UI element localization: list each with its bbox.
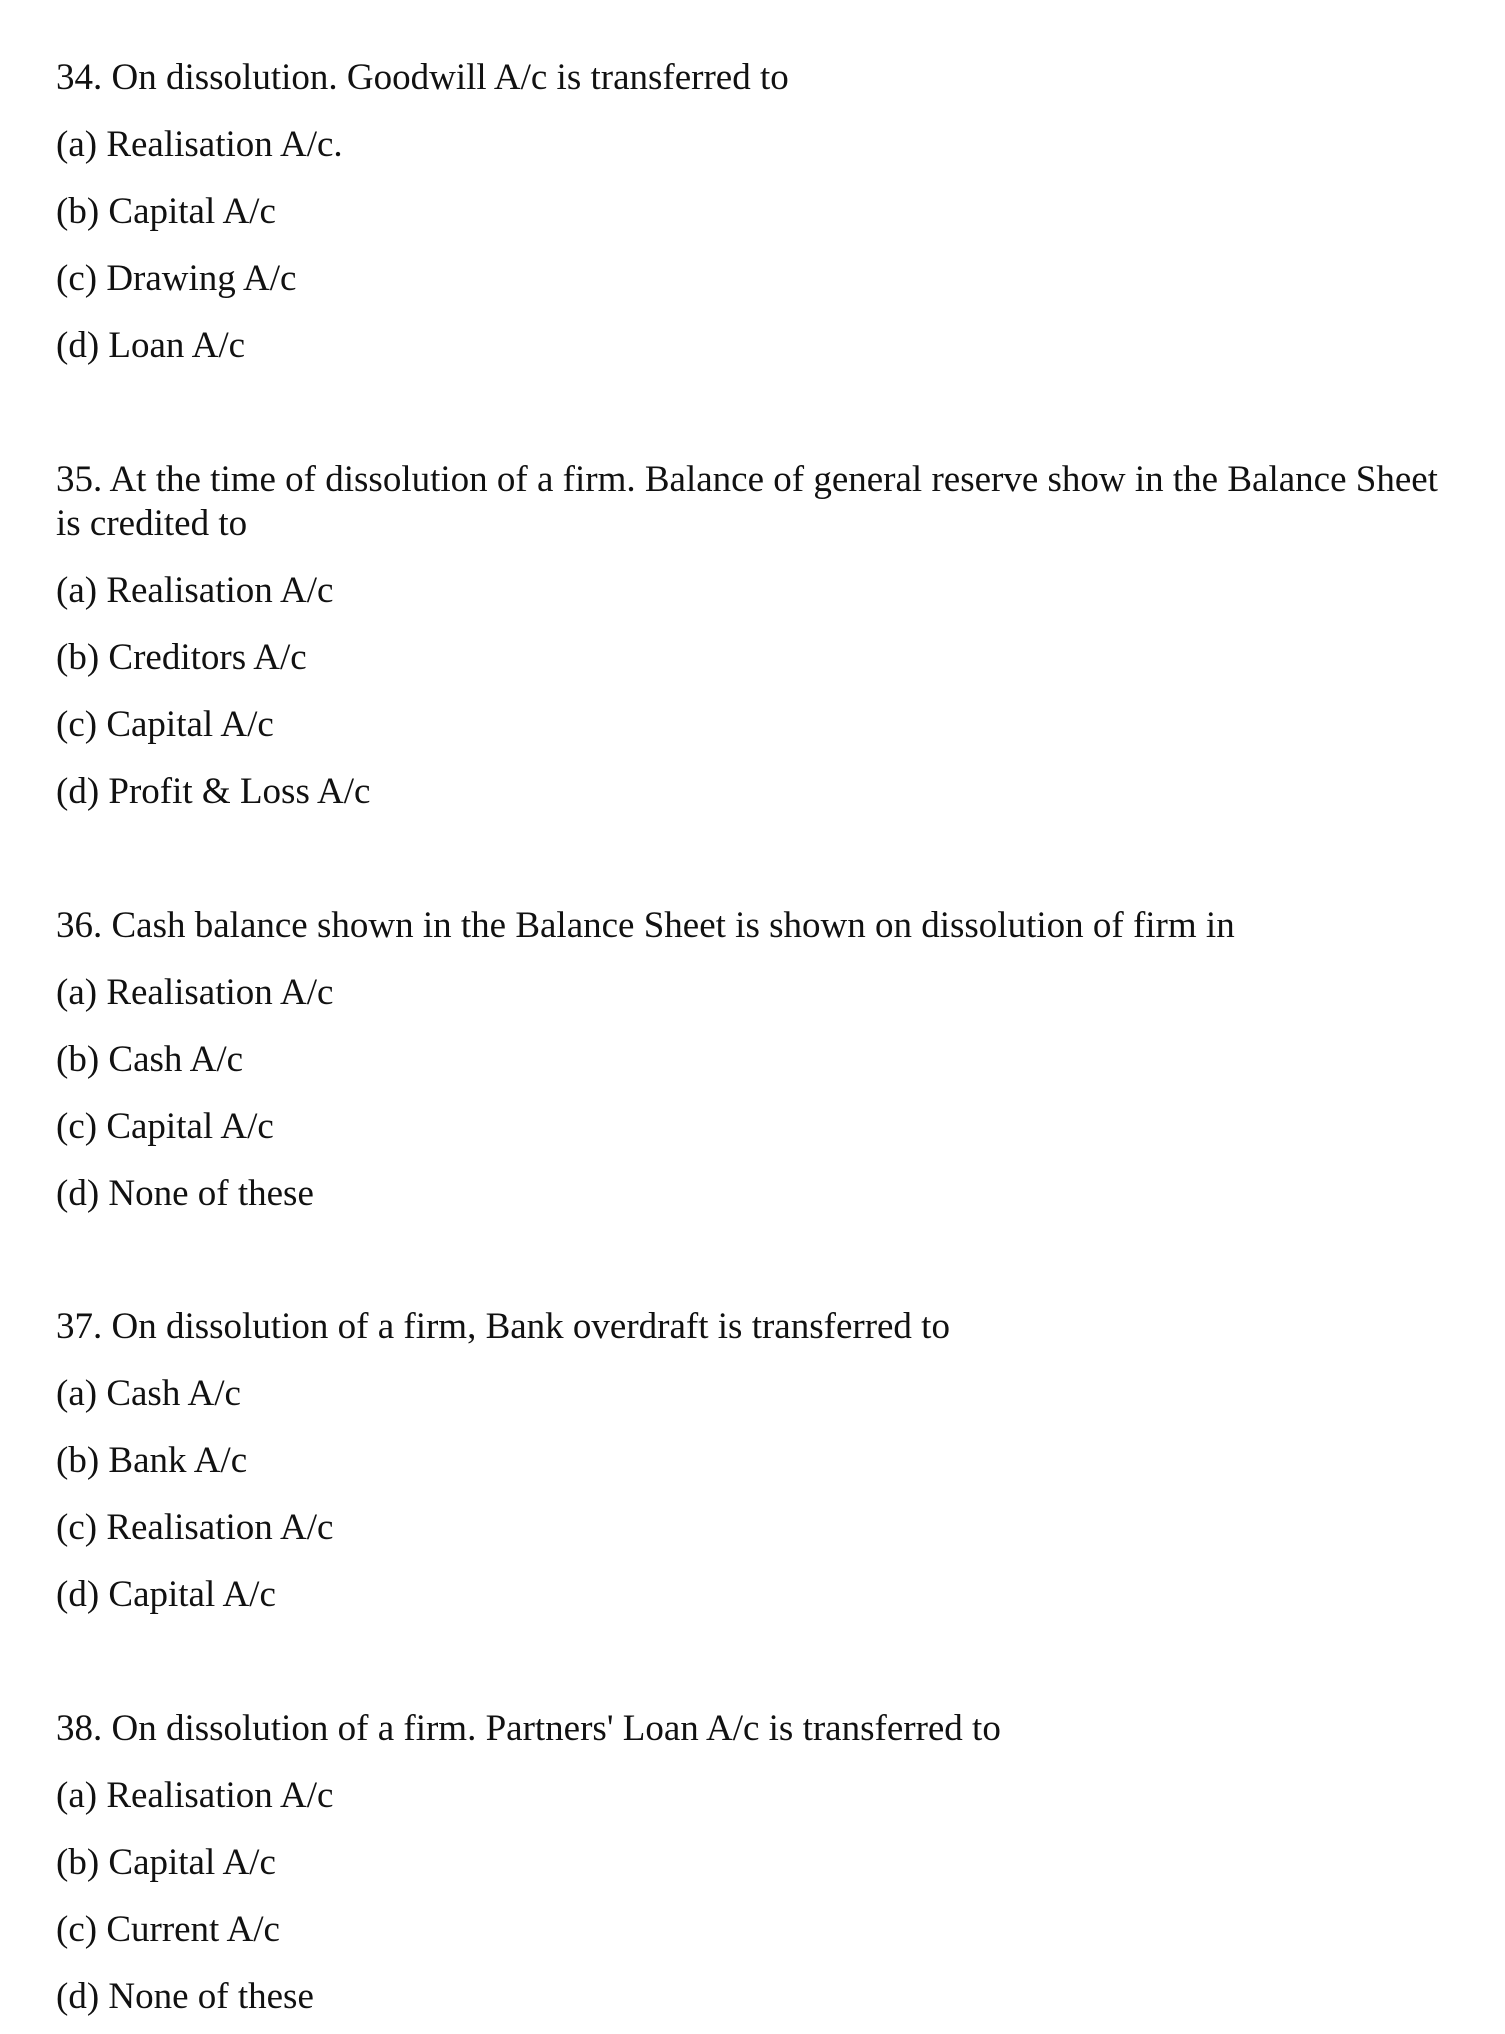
question-text: 37. On dissolution of a firm, Bank overdraft is transferred to [56,1306,950,1347]
option-a: (a) Cash A/c [56,1373,241,1414]
option-c: (c) Capital A/c [56,1106,274,1147]
option-b: (b) Cash A/c [56,1039,244,1080]
question-text: 34. On dissolution. Goodwill A/c is transferred to [56,57,789,98]
question-35 [56,458,1456,814]
option-c: (c) Current A/c [56,1909,280,1950]
question-text: 36. Cash balance shown in the Balance Sheet is shown on dissolution of firm in [56,905,1235,946]
option-c: (c) Capital A/c [56,704,274,745]
option-b: (b) Bank A/c [56,1440,248,1481]
question-text: 38. On dissolution of a firm. Partners' Loan A/c is transferred to [56,1708,1001,1749]
question-34 [56,56,1456,368]
option-d: (d) Loan A/c [56,325,246,366]
option-c: (c) Drawing A/c [56,258,297,299]
question-36 [56,904,1456,1216]
option-d: (d) None of these [56,1976,314,2017]
question-37 [56,1305,1456,1617]
option-b: (b) Capital A/c [56,1842,276,1883]
question-text: 35. At the time of dissolution of a firm. Balance of general reserve show in the Balance Sheet is credited to [56,459,1438,544]
option-b: (b) Capital A/c [56,191,276,232]
option-c: (c) Realisation A/c [56,1507,334,1548]
option-d: (d) Capital A/c [56,1574,276,1615]
option-a: (a) Realisation A/c [56,1775,334,1816]
option-d: (d) None of these [56,1173,314,1214]
option-d: (d) Profit & Loss A/c [56,771,371,812]
question-38 [56,1707,1456,2019]
option-b: (b) Creditors A/c [56,637,307,678]
option-a: (a) Realisation A/c [56,570,334,611]
option-a: (a) Realisation A/c [56,972,334,1013]
option-a: (a) Realisation A/c. [56,124,343,165]
